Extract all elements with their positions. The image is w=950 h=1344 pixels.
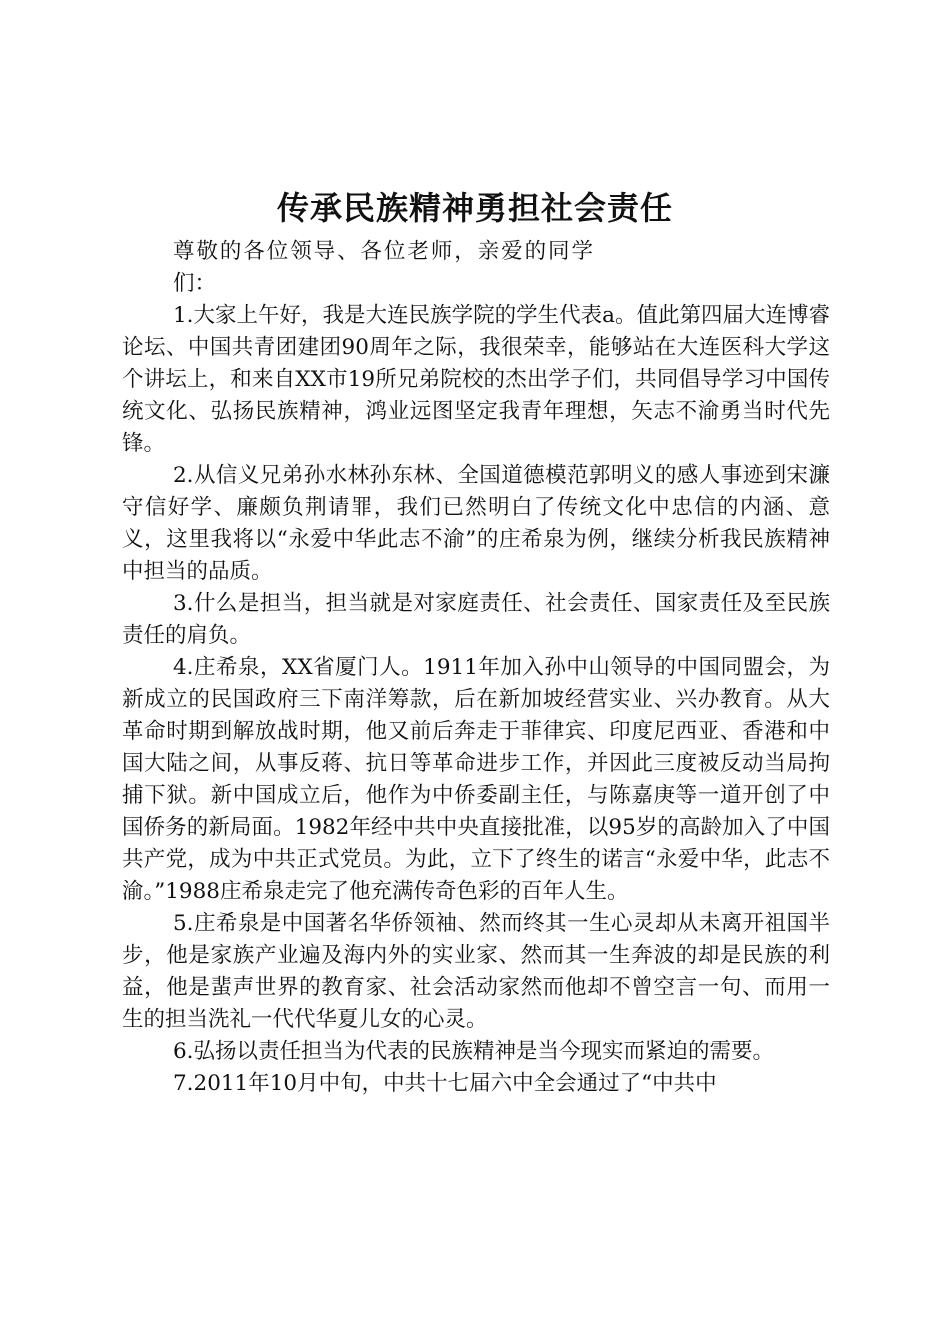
salutation: 尊敬的各位领导、各位老师，亲爱的同学们： — [173, 239, 593, 296]
paragraph-4: 4.庄希泉，XX省厦门人。1911年加入孙中山领导的中国同盟会，为新成立的民国政府三下南洋筹款，后在新加坡经营实业、兴办教育。从大革命时期到解放战时期，他又前后奔走于菲律宾、印度尼西亚、香港和中国大陆之间，从事反蒋、抗日等革命进步工作，并因此三度被反动当局拘捕下狱。新中国成立后，他作为中侨委副主任，与陈嘉庚等一道开创了中国侨务的新局面。1982年经中共中央直接批准，以95岁的高龄加入了中国共产党，成为中共正式党员。为此，立下了终生的诺言“永爱中华，此志不渝。”1988庄希泉走完了他充满传奇色彩的百年人生。 — [122, 655, 830, 904]
paragraph-6: 6.弘扬以责任担当为代表的民族精神是当今现实而紧迫的需要。 — [173, 1039, 775, 1064]
page-title: 传承民族精神勇担社会责任 — [276, 189, 673, 227]
paragraph-1: 1.大家上午好，我是大连民族学院的学生代表a。值此第四届大连博睿论坛、中国共青团建团90周年之际，我很荣幸，能够站在大连医科大学这个讲坛上，和来自XX市19所兄弟院校的杰出学子们，共同倡导学习中国传统文化、弘扬民族精神，鸿业远图坚定我青年理想，矢志不渝勇当时代先锋。 — [122, 303, 830, 456]
document-body — [122, 236, 830, 1100]
paragraph-3: 3.什么是担当，担当就是对家庭责任、社会责任、国家责任及至民族责任的肩负。 — [122, 591, 830, 648]
paragraph-2: 2.从信义兄弟孙水林孙东林、全国道德模范郭明义的感人事迹到宋濂守信好学、廉颇负荆请罪，我们已然明白了传统文化中忠信的内涵、意义，这里我将以“永爱中华此志不渝”的庄希泉为例，继续分析我民族精神中担当的品质。 — [122, 463, 830, 584]
paragraph-5: 5.庄希泉是中国著名华侨领袖、然而终其一生心灵却从未离开祖国半步，他是家族产业遍及海内外的实业家、然而其一生奔波的却是民族的利益，他是蜚声世界的教育家、社会活动家然而他却不曾空言一句、而用一生的担当洗礼一代代华夏儿女的心灵。 — [122, 911, 830, 1032]
paragraph-7: 7.2011年10月中旬，中共十七届六中全会通过了“中共中 — [173, 1071, 717, 1096]
